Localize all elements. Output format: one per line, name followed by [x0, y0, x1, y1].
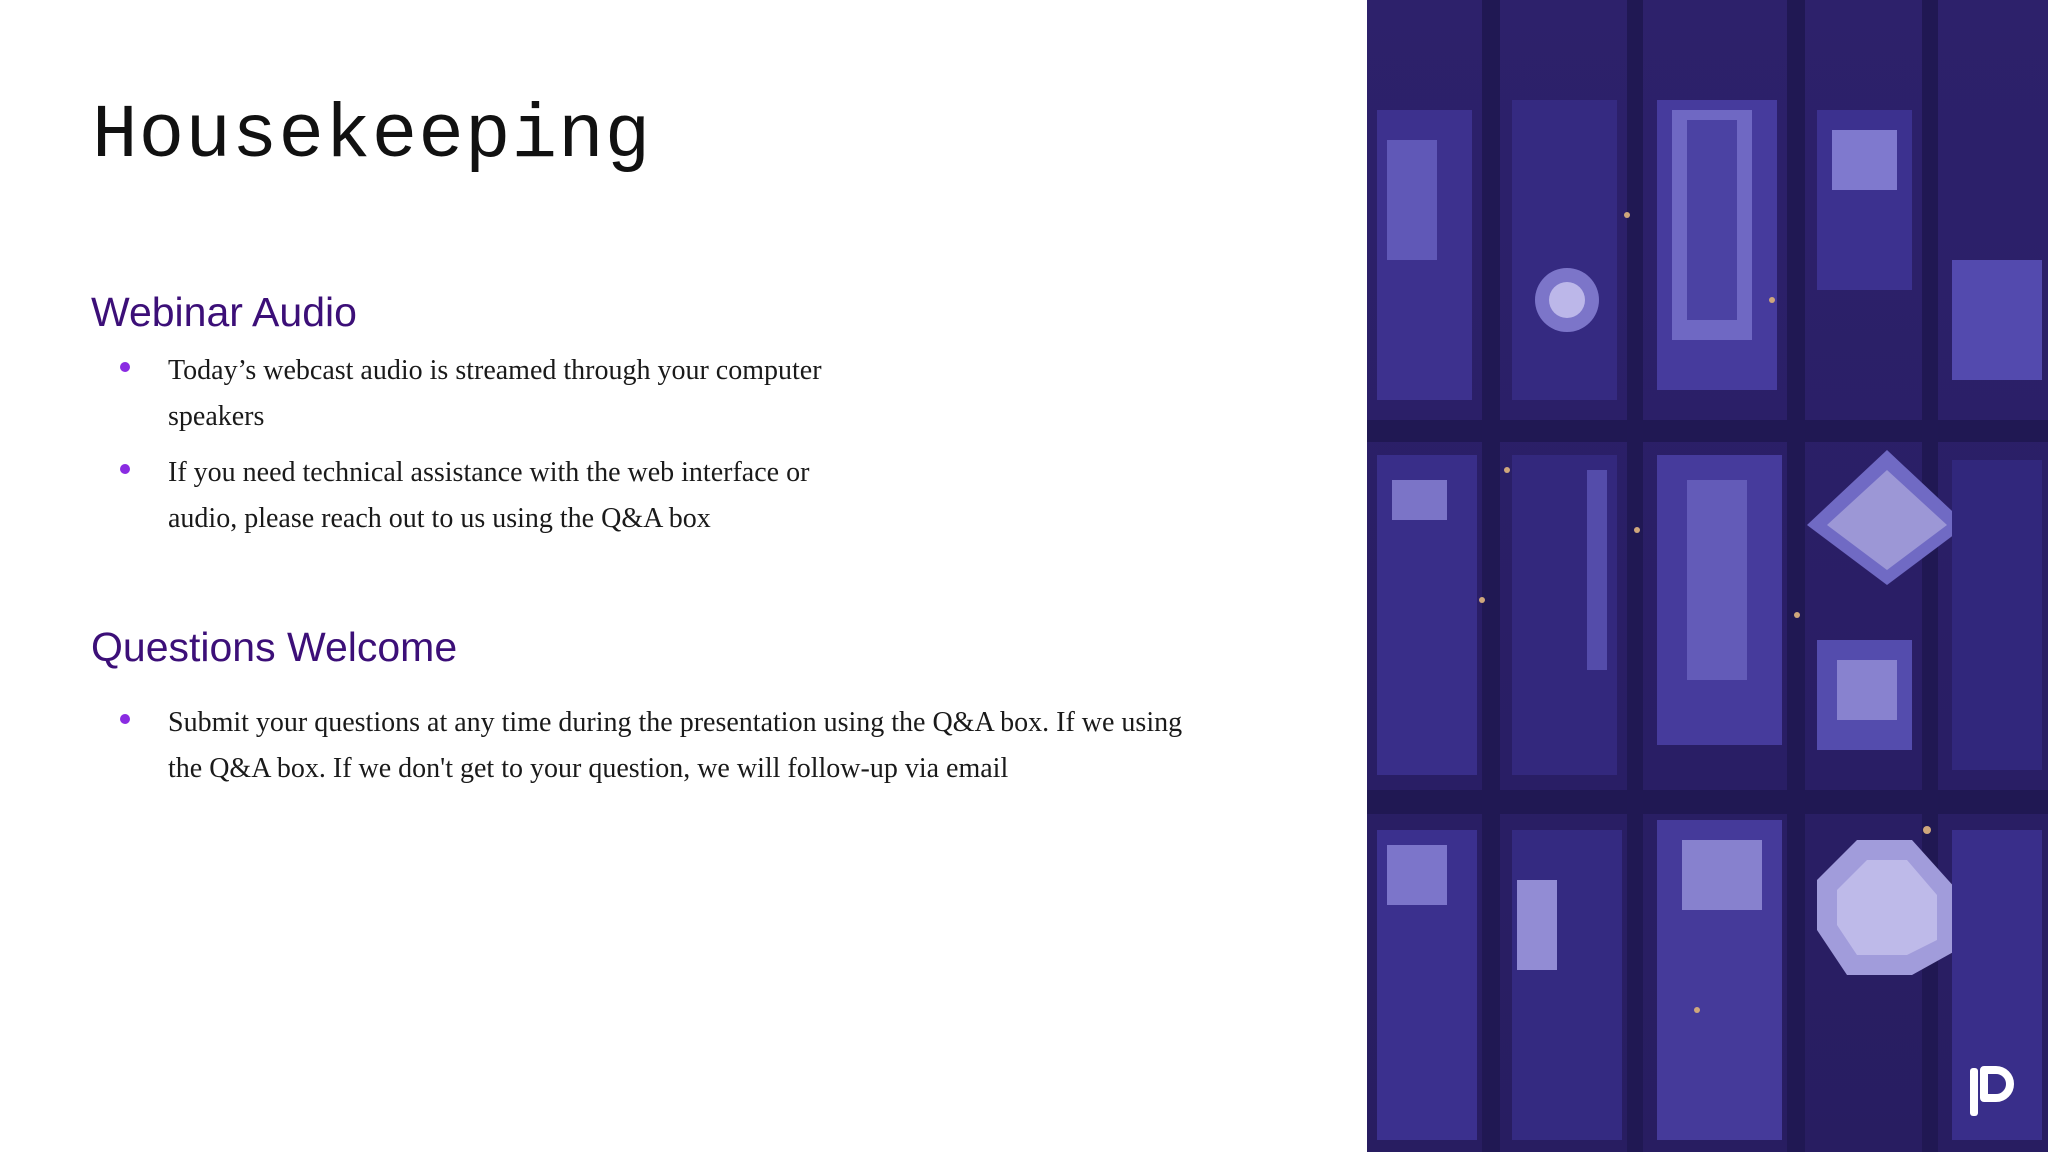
bullet-dot-icon	[120, 464, 130, 474]
bullet-text: Submit your questions at any time during the presentation using the Q&A box. If we using the Q&A box. If we don't get to your question, we will follow-up via email	[168, 707, 1183, 784]
p-logo-icon	[1966, 1062, 2018, 1122]
section-heading-questions-welcome: Questions Welcome	[91, 624, 458, 670]
section-heading-webinar-audio: Webinar Audio	[91, 289, 357, 335]
bullet-dot-icon	[120, 714, 130, 724]
aerial-city-illustration	[1367, 0, 2048, 1152]
bullet-list-questions-welcome	[120, 700, 1220, 802]
bullet-text: Today’s webcast audio is streamed through your computer speakers	[168, 355, 822, 432]
bullet-list-webinar-audio	[120, 348, 840, 552]
bullet-item	[120, 700, 1220, 792]
bullet-item	[120, 348, 840, 440]
bullet-dot-icon	[120, 362, 130, 372]
bullet-text: If you need technical assistance with the web interface or audio, please reach out to us using the Q&A box	[168, 457, 810, 534]
aerial-city-photo	[1367, 0, 2048, 1152]
bullet-item	[120, 450, 840, 542]
slide-title: Housekeeping	[92, 93, 652, 179]
